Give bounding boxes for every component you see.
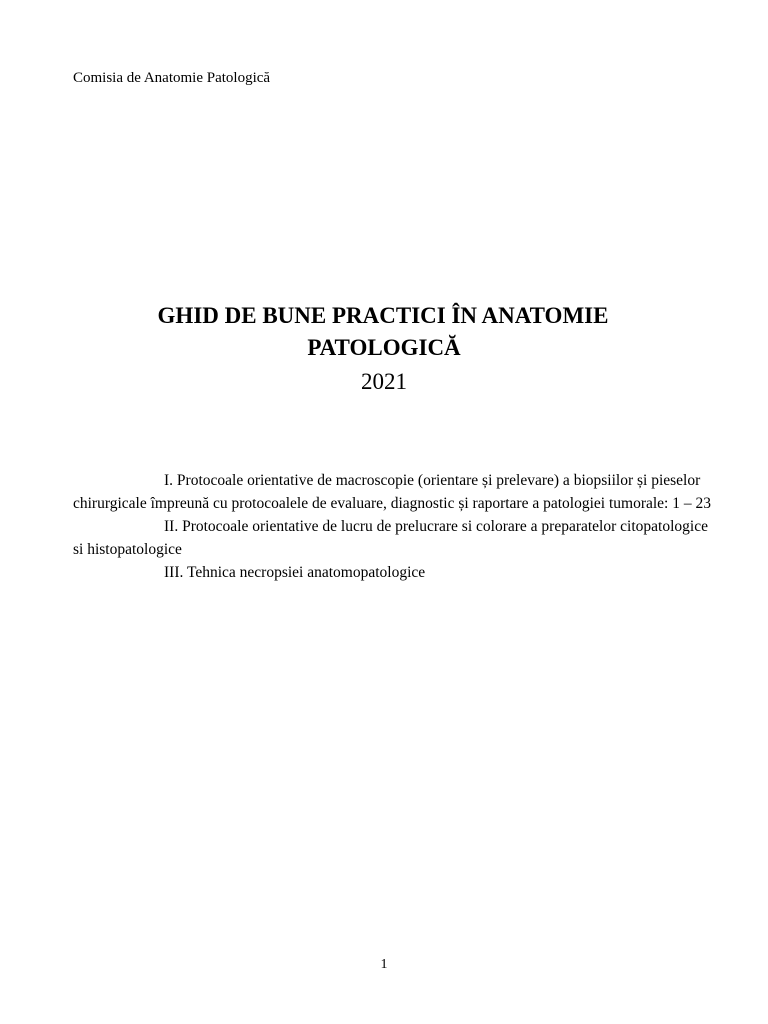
contents-item-2: II. Protocoale orientative de lucru de prelucrare si colorare a preparatelor citopatologice si histopatologice [73, 518, 708, 558]
title-line-2: PATOLOGICĂ [307, 335, 461, 360]
contents-item-1: I. Protocoale orientative de macroscopie (orientare și prelevare) a biopsiilor și pieselor chirurgicale împreună cu protocoalele de evaluare, diagnostic și raportare a patologiei tumorale: 1 – 23 [73, 472, 711, 512]
title-line-1: GHID DE BUNE PRACTICI ÎN ANATOMIE [157, 303, 609, 328]
contents-item-3: III. Tehnica necropsiei anatomopatologice [164, 564, 426, 581]
contents-list [73, 469, 713, 584]
document-title [0, 300, 768, 398]
organization-name: Comisia de Anatomie Patologică [73, 70, 271, 86]
title-year: 2021 [361, 369, 407, 394]
page-number: 1 [380, 957, 388, 972]
